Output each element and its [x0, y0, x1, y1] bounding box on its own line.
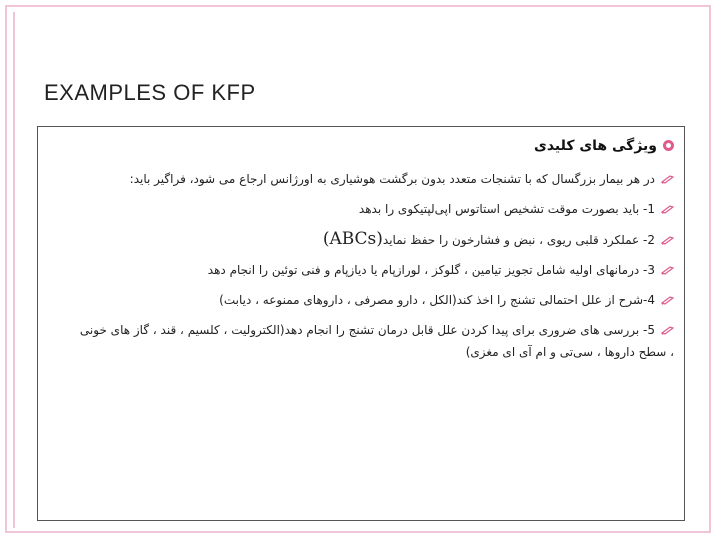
pen-bullet-icon — [661, 295, 674, 305]
list-item — [74, 289, 674, 311]
list-item-suffix: (ABCs) — [322, 229, 383, 249]
list-item-text: 3- درمانهای اولیه شامل تجویز تیامین ، گلوکز ، لورازپام یا دیازپام و فنی توئین را انجام دهد — [207, 263, 655, 277]
pen-bullet-icon — [661, 235, 674, 245]
section-heading — [74, 138, 674, 154]
list-item — [74, 198, 674, 220]
pen-bullet-icon — [661, 265, 674, 275]
bullet-list — [74, 168, 674, 371]
list-item-text: 1- باید بصورت موقت تشخیص استاتوس اپی‌لپتیکوی را بدهد — [358, 202, 655, 216]
pen-bullet-icon — [661, 174, 674, 184]
list-item — [74, 259, 674, 281]
list-item — [74, 168, 674, 190]
pen-bullet-icon — [661, 325, 674, 335]
list-item — [74, 319, 674, 363]
list-item-text: در هر بیمار بزرگسال که با تشنجات متعدد بدون برگشت هوشیاری به اورژانس ارجاع می شود، فراگیر باید: — [129, 172, 655, 186]
pen-bullet-icon — [661, 204, 674, 214]
list-item — [74, 228, 674, 251]
slide-title: EXAMPLES OF KFP — [44, 80, 256, 105]
section-heading-text: ویژگی های کلیدی — [533, 138, 657, 154]
ring-bullet-icon — [663, 140, 674, 151]
list-item-text: 5- بررسی های ضروری برای پیدا کردن علل قابل درمان تشنج را انجام دهد(الکترولیت ، کلسیم ، قند ، گاز های خونی ، سطح داروها ، سی‌تی و ام آی ای مغزی) — [79, 323, 674, 359]
list-item-text: 2- عملکرد قلبی ریوی ، نبض و فشارخون را حفظ نماید — [382, 233, 655, 247]
list-item-text: 4-شرح از علل احتمالی تشنج را اخذ کند(الکل ، دارو مصرفی ، داروهای ممنوعه ، دیابت) — [219, 293, 655, 307]
